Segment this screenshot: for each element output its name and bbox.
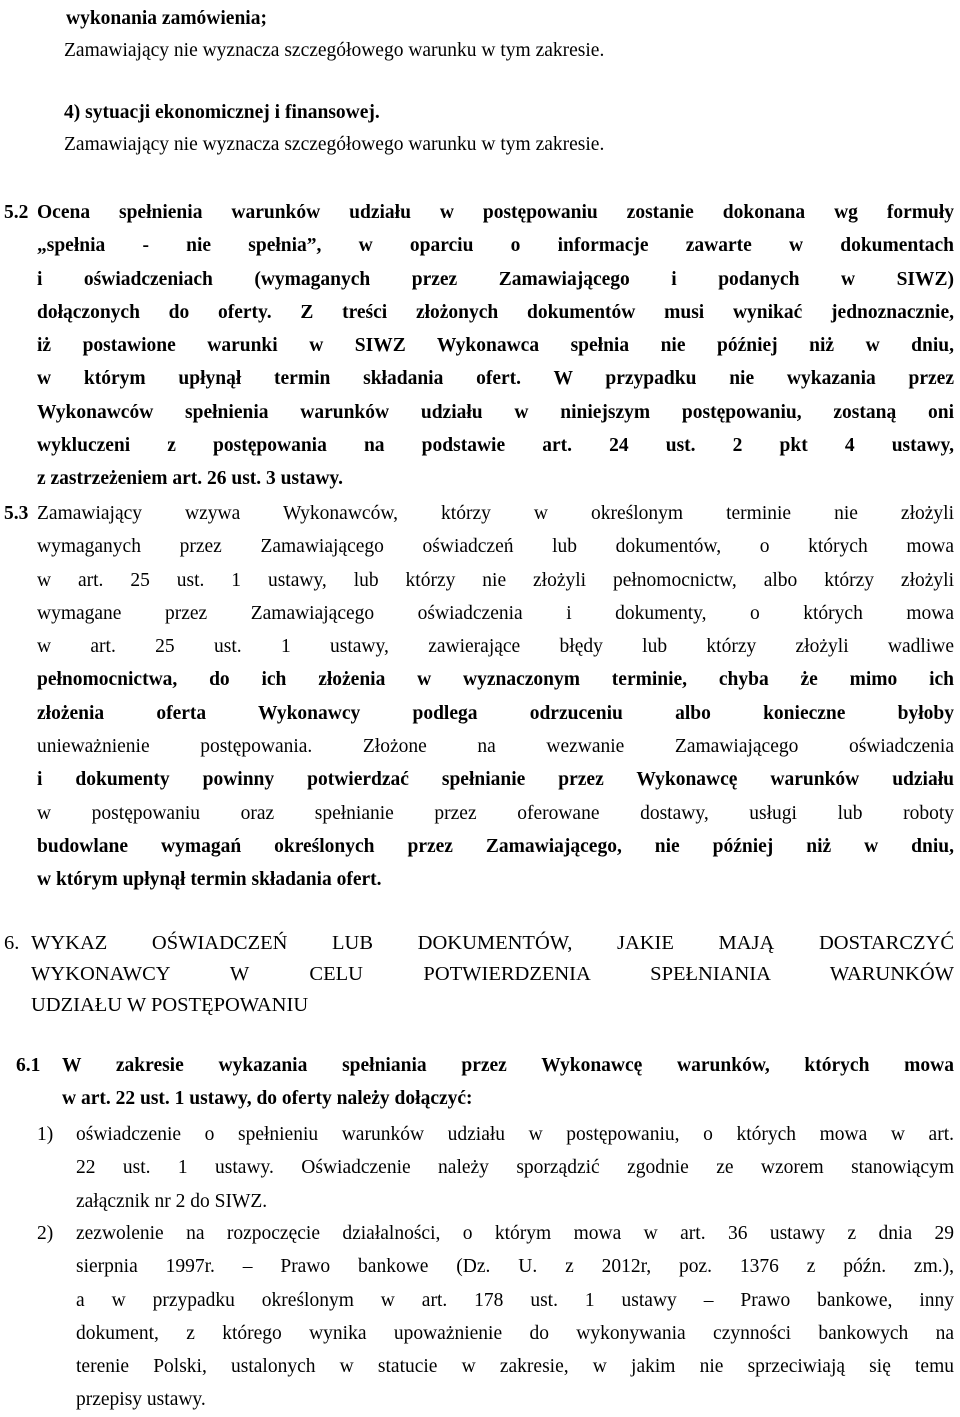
text-line: w art. 25 ust. 1 ustawy, lub którzy nie złożyli pełnomocnictw, albo którzy złożyli — [37, 569, 954, 591]
list-item-body — [76, 1217, 954, 1417]
text-line: a w przypadku określonym w art. 178 ust. 1 ustawy – Prawo bankowe, inny — [76, 1289, 954, 1311]
text-line: W zakresie wykazania spełniania przez Wykonawcę warunków, których mowa — [62, 1055, 954, 1076]
text-line: w którym upłynął termin składania ofert. — [37, 869, 382, 891]
text-line: w którym upłynął termin składania ofert. W przypadku nie wykazania przez — [37, 368, 954, 390]
text-line: iż postawione warunki w SIWZ Wykonawca spełnia nie później niż w dniu, — [37, 335, 954, 357]
text-line: wykluczeni z postępowania na podstawie art. 24 ust. 2 pkt 4 ustawy, — [37, 435, 954, 457]
text-line: „spełnia - nie spełnia”, w oparciu o informacje zawarte w dokumentach — [37, 235, 954, 257]
text-line: wymaganych przez Zamawiającego oświadczeń lub dokumentów, o których mowa — [37, 536, 954, 558]
item-4-label: 4) sytuacji ekonomicznej i finansowej. — [64, 102, 380, 123]
text-line: załącznik nr 2 do SIWZ. — [76, 1190, 268, 1212]
section-5-3-body — [37, 497, 954, 897]
text-line: Zamawiający wzywa Wykonawców, którzy w określonym terminie nie złożyli — [37, 503, 954, 524]
section-6-title — [31, 928, 954, 1021]
text-line: z zastrzeżeniem art. 26 ust. 3 ustawy. — [37, 468, 343, 490]
section-5-2-body — [37, 196, 954, 496]
text-line: oświadczenie o spełnieniu warunków udziału w postępowaniu, o których mowa w art. — [76, 1124, 954, 1145]
text-line: w art. 22 ust. 1 ustawy, do oferty należy dołączyć: — [62, 1088, 473, 1110]
top-line-1: wykonania zamówienia; — [66, 8, 267, 29]
text-line: złożenia oferta Wykonawcy podlega odrzuceniu albo konieczne byłoby — [37, 702, 954, 724]
text-line: dokument, z którego wynika upoważnienie do wykonywania czynności bankowych na — [76, 1322, 954, 1344]
section-6-1-number: 6.1 — [16, 1055, 41, 1076]
text-line: sierpnia 1997r. – Prawo bankowe (Dz. U. z 2012r, poz. 1376 z późn. zm.), — [76, 1256, 954, 1278]
text-line: pełnomocnictwa, do ich złożenia w wyznaczonym terminie, chyba że mimo ich — [37, 669, 954, 691]
section-5-2-number: 5.2 — [4, 202, 29, 223]
text-line: unieważnienie postępowania. Złożone na wezwanie Zamawiającego oświadczenia — [37, 736, 954, 758]
list-item-marker: 2) — [37, 1223, 54, 1244]
text-line: terenie Polski, ustalonych w statucie w zakresie, w jakim nie sprzeciwiają się temu — [76, 1356, 954, 1378]
text-line: i dokumenty powinny potwierdzać spełnianie przez Wykonawcę warunków udziału — [37, 769, 954, 791]
text-line: dołączonych do oferty. Z treści złożonych dokumentów musi wynikać jednoznacznie, — [37, 301, 954, 323]
text-line: wymagane przez Zamawiającego oświadczenia i dokumenty, o których mowa — [37, 602, 954, 624]
section-5-3-number: 5.3 — [4, 503, 29, 524]
text-line: Ocena spełnienia warunków udziału w postępowaniu zostanie dokonana wg formuły — [37, 202, 954, 223]
text-line: w art. 25 ust. 1 ustawy, zawierające błędy lub którzy złożyli wadliwe — [37, 636, 954, 658]
list-item-marker: 1) — [37, 1124, 54, 1145]
heading-line: UDZIAŁU W POSTĘPOWANIU — [31, 994, 309, 1016]
text-line: i oświadczeniach (wymaganych przez Zamawiającego i podanych w SIWZ) — [37, 268, 954, 290]
text-line: przepisy ustawy. — [76, 1389, 206, 1411]
text-line: zezwolenie na rozpoczęcie działalności, o którym mowa w art. 36 ustawy z dnia 29 — [76, 1223, 954, 1244]
list-item-body — [76, 1118, 954, 1218]
text-line: budowlane wymagań określonych przez Zamawiającego, nie później niż w dniu, — [37, 835, 954, 857]
text-line: 22 ust. 1 ustawy. Oświadczenie należy sporządzić zgodnie ze wzorem stanowiącym — [76, 1157, 954, 1179]
section-6-1-body — [62, 1049, 954, 1116]
heading-line: WYKAZ OŚWIADCZEŃ LUB DOKUMENTÓW, JAKIE MAJĄ DOSTARCZYĆ — [31, 932, 954, 954]
text-line: Wykonawców spełnienia warunków udziału w niniejszym postępowaniu, zostaną oni — [37, 401, 954, 423]
text-line: w postępowaniu oraz spełnianie przez oferowane dostawy, usługi lub roboty — [37, 802, 954, 824]
heading-line: WYKONAWCY W CELU POTWIERDZENIA SPEŁNIANIA WARUNKÓW — [31, 963, 954, 985]
item-4-text: Zamawiający nie wyznacza szczegółowego warunku w tym zakresie. — [64, 134, 605, 155]
section-6-number: 6. — [4, 932, 20, 954]
top-line-2: Zamawiający nie wyznacza szczegółowego warunku w tym zakresie. — [64, 40, 605, 61]
